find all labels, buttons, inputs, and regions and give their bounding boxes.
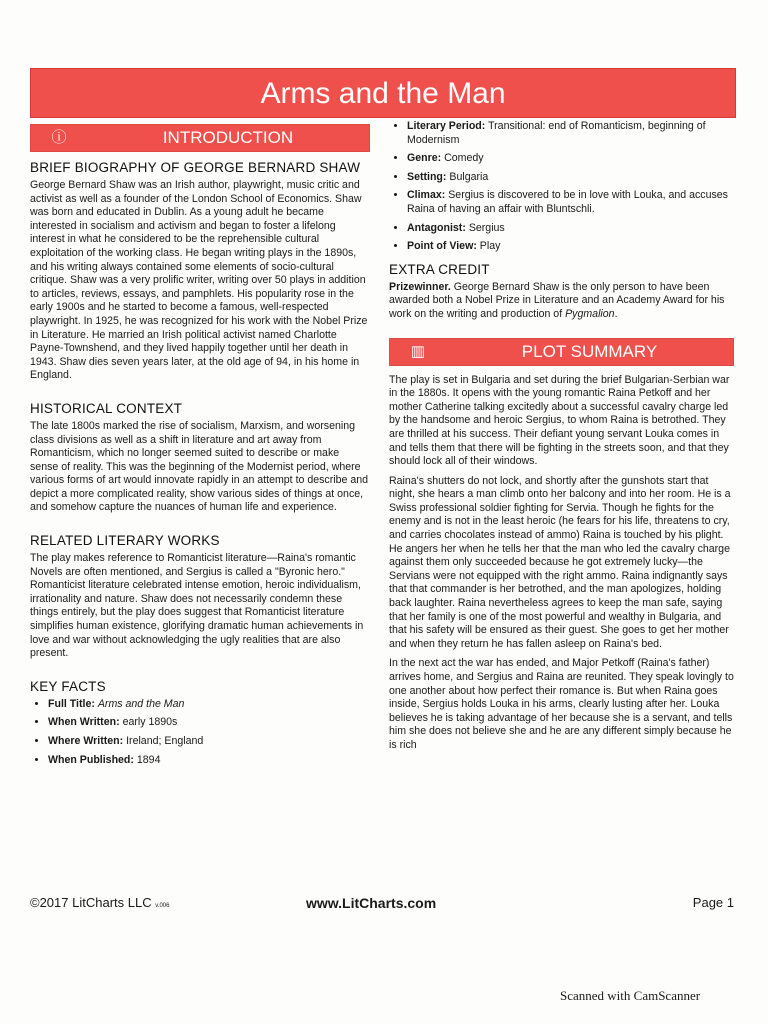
copyright: ©2017 LitCharts LLC v.006 [30, 895, 170, 910]
related-heading: RELATED LITERARY WORKS [30, 533, 220, 549]
plot-paragraph: The play is set in Bulgaria and set during the brief Bulgarian-Serbian war in the 1880s. It opens with the young romantic Raina Petkoff and her mother Catherine talking excitedly about a successful cavalry charge led by the handsome and heroic Sergius, to whom Raina is betrothed. They are thrilled at his success. Their defiant young servant Louka comes in and tells them that there will be fighting in the streets soon, and that they should lock all of their windows. [389, 373, 730, 468]
list-item: • Genre: Comedy [407, 152, 734, 166]
extra-credit-text: Prizewinner. George Bernard Shaw is the only person to have been awarded both a Nobel Prize in Literature and an Academy Award for his work on the writing and production of Pygmalion. [389, 280, 725, 320]
introduction-header [30, 124, 370, 152]
plot-paragraph: Raina's shutters do not lock, and shortly after the gunshots start that night, she hears a man climb onto her balcony and into her room. He is a Swiss professional soldier fighting for Servia. Though he fights for the enemy and is not in the least heroic (he fears for his life, threatens to cry, and carries chocolates instead of ammo) Raina is touched by his plight. He angers her when he tells her that the man who led the cavalry charge against them only succeeded because he got extremely lucky—the Servians were not equipped with the right ammo. Raina indignantly says that that commander is her betrothed, and the man apologizes, holding back laughter. Raina nevertheless agrees to keep the man safe, saying that her family is one of the most powerful and wealthy in Bulgaria, and that his safety will be ensured as their guest. She goes to get her mother and when they return he has fallen asleep on Raina's bed. [389, 474, 731, 650]
left-column [30, 124, 370, 775]
list-item: • When Written: early 1890s [48, 716, 370, 730]
plot-paragraph: In the next act the war has ended, and Major Petkoff (Raina's father) arrives home, and Sergius and Raina are reunited. They speak lovingly to one another about how perfect their romance is. But when Raina goes inside, Sergius holds Louka in his arms, clearly lusting after her. Louka believes he is taking advantage of her because she is a servant, and tells him she does not believe she and he are any different simply because he is rich [389, 657, 734, 751]
right-column [389, 120, 734, 759]
bio-heading: BRIEF BIOGRAPHY OF GEORGE BERNARD SHAW [30, 160, 361, 175]
list-item: • When Published: 1894 [48, 754, 370, 768]
list-item: • Climax: Sergius is discovered to be in love with Louka, and accuses Raina of having an affair with Bluntschli. [407, 189, 734, 216]
key-facts-continued [389, 120, 734, 254]
list-item: • Setting: Bulgaria [407, 171, 734, 185]
key-facts-heading: KEY FACTS [30, 678, 106, 694]
scanner-watermark: Scanned with CamScanner [560, 988, 701, 1003]
page-number: Page 1 [692, 895, 734, 910]
related-text: The play makes reference to Romanticist literature—Raina's romantic Novels are often mentioned, and Sergius is called a "Byronic hero." Romanticist literature celebrated intense emotion, heroic individualism, irrationality and nature. Shaw does not necessarily condemn these things entirely, but the play does suggest that Romanticist literature simplifies human existence, glorifying dramatic human achievements in love and war without acknowledging the ugly realities that are also present. [30, 552, 364, 660]
list-item: • Antagonist: Sergius [407, 222, 734, 236]
list-item: • Point of View: Play [407, 240, 734, 254]
page-title: Arms and the Man [30, 68, 736, 118]
list-item: • Where Written: Ireland; England [48, 735, 370, 749]
list-item: • Full Title: Arms and the Man [48, 698, 370, 712]
bio-text: George Bernard Shaw was an Irish author, playwright, music critic and activist as well as a founder of the London School of Economics. Shaw was born and educated in Dublin. As a young adult he became interested in socialism and activism and began to foster a lifelong interest in what he considered to be the reprehensible cultural exploitation of the working class. He began writing plays in the 1890s, and his writing always contained some elements of socio-cultural critique. Shaw was a very prolific writer, writing over 50 plays in addition to articles, reviews, essays, and pamphlets. His popularity rose in the early 1900s and he started to become a famous, well-respected playwright. In 1925, he was recognized for his work with the Nobel Prize in Literature. He married an Irish political activist named Charlotte Payne-Townshend, and they lived happily together until her death in 1943. Shaw dies seven years later, at the old age of 94, in his home in England. [30, 179, 368, 382]
key-facts-list [30, 698, 370, 767]
history-heading: HISTORICAL CONTEXT [30, 400, 183, 416]
history-text: The late 1800s marked the rise of socialism, Marxism, and worsening class divisions as well as a shift in literature and art away from Romanticism, which no longer seemed suited to describe or make sense of reality. This was the beginning of the Modernist period, where various forms of art would innovate rapidly in an attempt to describe and depict a more complicated reality, show various sides of things at once, and somehow capture the nuances of human life and experience. [30, 419, 369, 514]
info-icon: ⓘ [31, 125, 87, 151]
book-icon: ▥ [390, 339, 446, 365]
site-link[interactable]: www.LitCharts.com [306, 895, 437, 911]
introduction-label: INTRODUCTION [87, 125, 369, 151]
plot-summary-header [389, 338, 734, 366]
plot-summary-label: PLOT SUMMARY [446, 339, 733, 365]
page-footer [30, 895, 734, 917]
list-item: • Literary Period: Transitional: end of Romanticism, beginning of Modernism [407, 120, 734, 147]
extra-credit-heading: EXTRA CREDIT [389, 261, 490, 277]
